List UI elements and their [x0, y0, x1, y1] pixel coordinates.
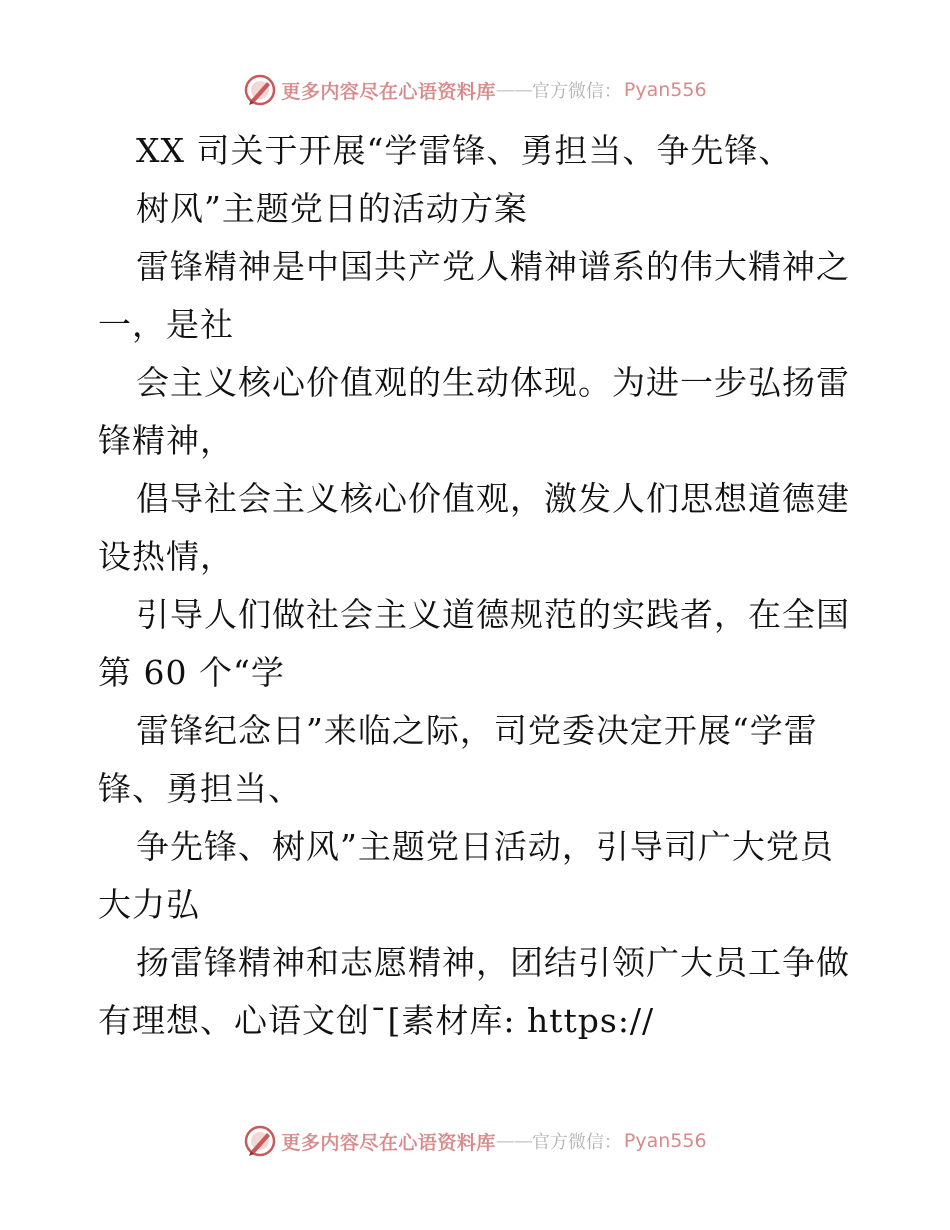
pen-seal-icon	[243, 73, 277, 107]
doc-paragraph-line: 倡导社会主义核心价值观，激发人们思想道德建	[136, 479, 850, 518]
doc-paragraph-line: 第 60 个“学	[98, 653, 285, 692]
doc-title-line-2: 树风”主题党日的活动方案	[136, 189, 528, 228]
watermark-footer	[0, 1123, 950, 1159]
doc-paragraph-line: 会主义核心价值观的生动体现。为进一步弘扬雷	[136, 363, 850, 402]
watermark-separator: ——	[495, 1130, 532, 1152]
doc-paragraph-line: 引导人们做社会主义道德规范的实践者，在全国	[136, 595, 850, 634]
doc-paragraph-line: 雷锋纪念日”来临之际，司党委决定开展“学雷	[136, 711, 818, 750]
watermark-wechat-id: Pyan556	[623, 1130, 707, 1152]
doc-title-line-1: XX 司关于开展“学雷锋、勇担当、争先锋、	[136, 131, 793, 170]
doc-paragraph-line: 大力弘	[98, 885, 200, 924]
document-body	[98, 122, 858, 1050]
doc-paragraph-line: 扬雷锋精神和志愿精神，团结引领广大员工争做	[136, 943, 850, 982]
watermark-main-text: 更多内容尽在心语资料库	[281, 1131, 496, 1154]
watermark-separator: ——	[495, 79, 532, 101]
doc-paragraph-line: 雷锋精神是中国共产党人精神谱系的伟大精神之	[136, 247, 850, 286]
doc-paragraph-line: 有理想、心语文创¯[素材库: https://	[98, 1001, 655, 1040]
watermark-header	[0, 72, 950, 108]
doc-paragraph-line: 设热情，	[98, 537, 234, 576]
doc-paragraph-line: 锋精神，	[98, 421, 234, 460]
watermark-sub-text: 官方微信：	[531, 81, 622, 102]
pen-seal-icon	[243, 1124, 277, 1158]
doc-paragraph-line: 锋、勇担当、	[98, 769, 302, 808]
watermark-main-text: 更多内容尽在心语资料库	[281, 80, 496, 103]
doc-paragraph-line: 争先锋、树风”主题党日活动，引导司广大党员	[136, 827, 834, 866]
watermark-wechat-id: Pyan556	[623, 79, 707, 101]
doc-paragraph-line: 一，是社	[98, 305, 234, 344]
watermark-sub-text: 官方微信：	[531, 1132, 622, 1153]
